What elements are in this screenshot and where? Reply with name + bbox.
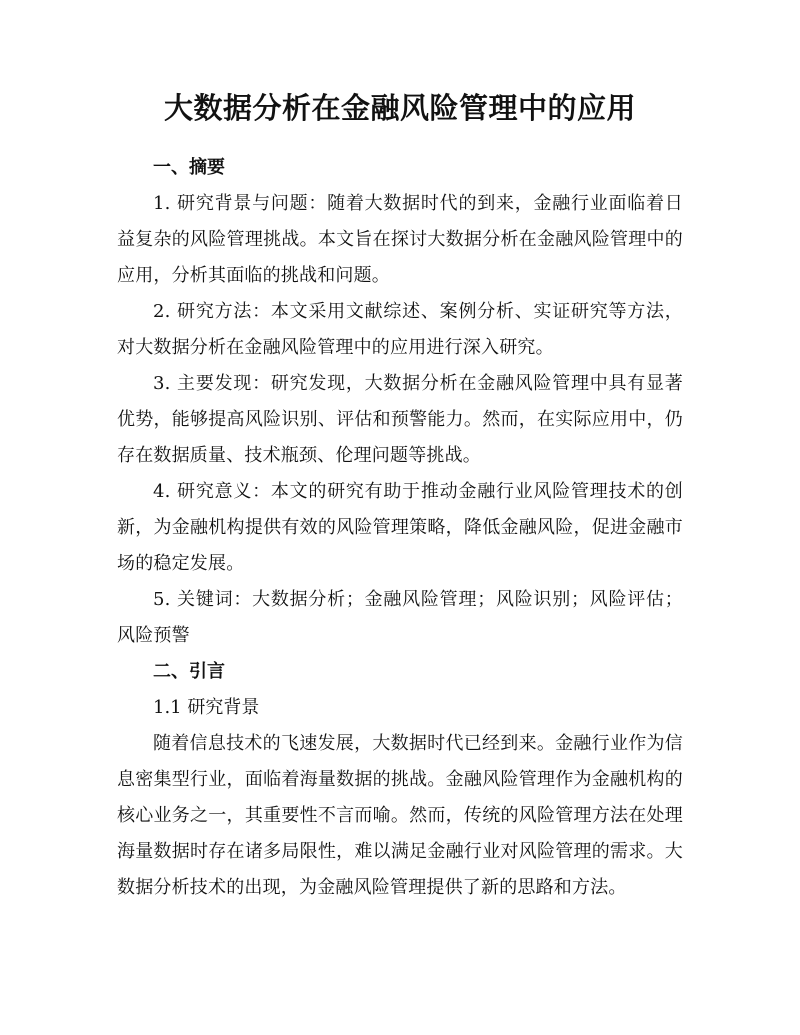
abstract-paragraph-3: 3. 主要发现：研究发现，大数据分析在金融风险管理中具有显著优势，能够提高风险识别、评估和预警能力。然而，在实际应用中，仍存在数据质量、技术瓶颈、伦理问题等挑战。	[117, 373, 683, 466]
subsection-heading-background: 1.1 研究背景	[153, 697, 260, 718]
section-heading-abstract: 一、摘要	[153, 157, 225, 178]
abstract-paragraph-4: 4. 研究意义：本文的研究有助于推动金融行业风险管理技术的创新，为金融机构提供有效的风险管理策略，降低金融风险，促进金融市场的稳定发展。	[117, 481, 683, 574]
abstract-paragraph-1: 1. 研究背景与问题：随着大数据时代的到来，金融行业面临着日益复杂的风险管理挑战。本文旨在探讨大数据分析在金融风险管理中的应用，分析其面临的挑战和问题。	[117, 193, 683, 286]
document-title: 大数据分析在金融风险管理中的应用	[163, 91, 636, 125]
abstract-paragraph-2: 2. 研究方法：本文采用文献综述、案例分析、实证研究等方法，对大数据分析在金融风险管理中的应用进行深入研究。	[117, 301, 683, 358]
introduction-paragraph-1: 随着信息技术的飞速发展，大数据时代已经到来。金融行业作为信息密集型行业，面临着海量数据的挑战。金融风险管理作为金融机构的核心业务之一，其重要性不言而喻。然而，传统的风险管理方法在处理海量数据时存在诸多局限性，难以满足金融行业对风险管理的需求。大数据分析技术的出现，为金融风险管理提供了新的思路和方法。	[117, 733, 683, 898]
abstract-keywords: 5. 关键词：大数据分析；金融风险管理；风险识别；风险评估；风险预警	[117, 589, 683, 646]
section-heading-introduction: 二、引言	[153, 661, 225, 682]
